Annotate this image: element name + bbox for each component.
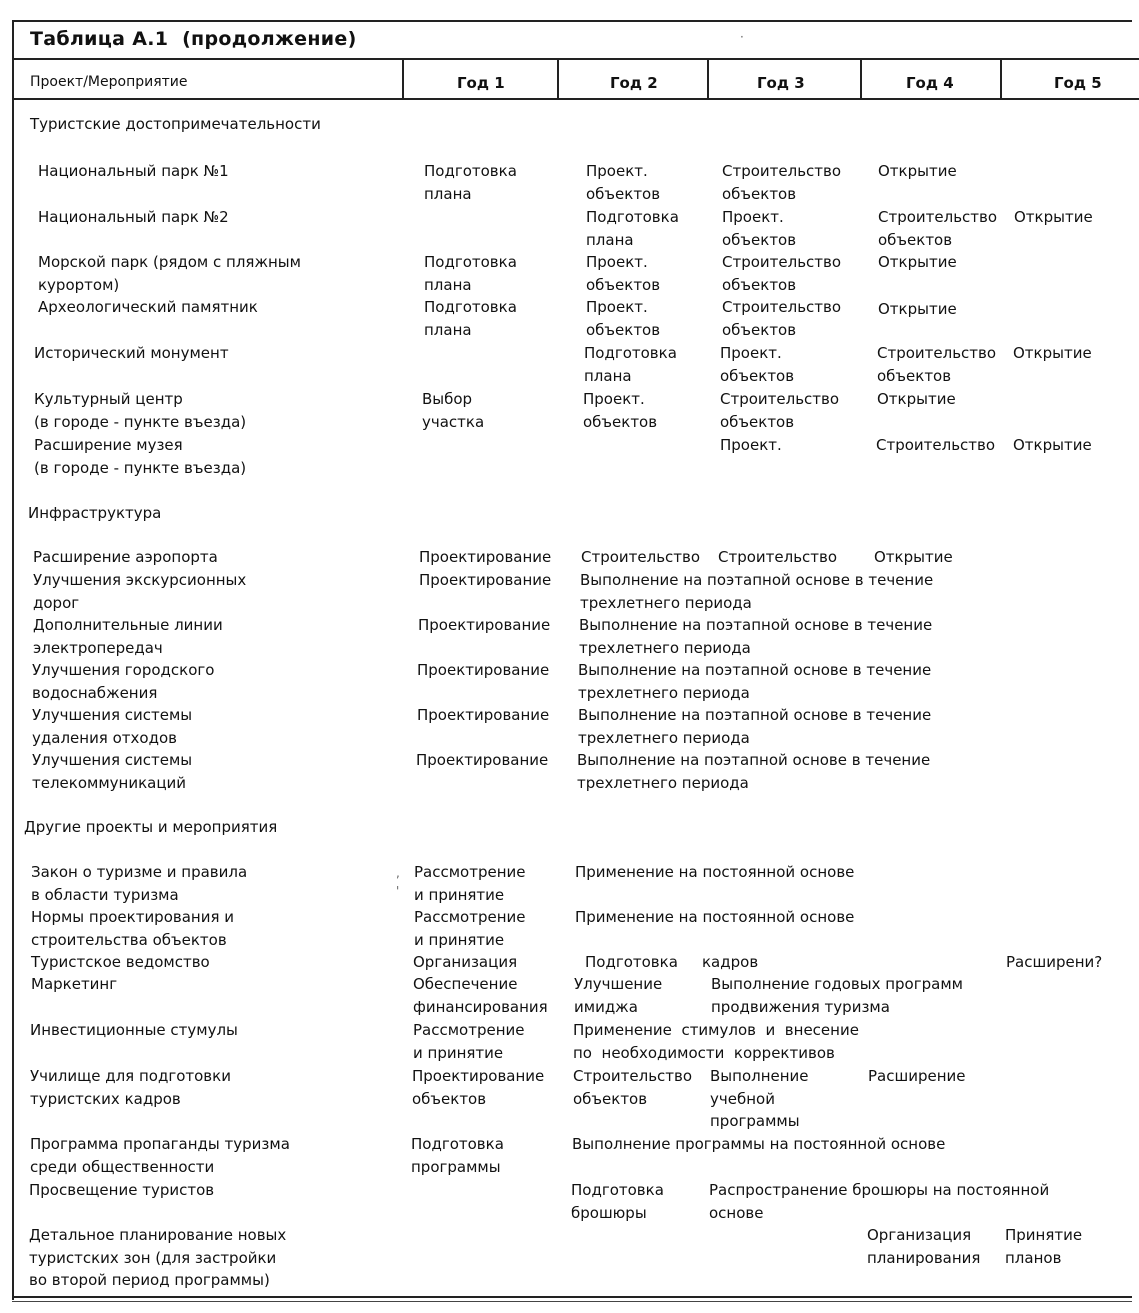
cell-span: Выполнение программы на постоянной основе <box>572 1135 946 1153</box>
cell-year-3: Проект. <box>720 436 782 454</box>
header-year-4: Год 4 <box>906 74 954 92</box>
cell-year-4: Строительство объектов <box>877 344 997 385</box>
header-top-rule <box>12 58 1139 60</box>
cell-year-3: Строительство объектов <box>722 162 842 203</box>
scan-mark: · <box>740 30 744 44</box>
row-name: Археологический памятник <box>38 298 258 316</box>
cell-span: Выполнение на поэтапной основе в течение трехлетнего периода <box>577 751 931 792</box>
cell-year-3: Строительство объектов <box>722 253 842 294</box>
cell-year-2: Проект. объектов <box>586 162 661 203</box>
cell-year-3: Строительство объектов <box>722 298 842 339</box>
cell-year-1: Рассмотрение и принятие <box>414 863 526 904</box>
header-divider <box>707 58 709 100</box>
row-name: Национальный парк №2 <box>38 208 229 226</box>
row-name: Просвещение туристов <box>29 1181 215 1199</box>
row-name: Нормы проектирования и строительства объектов <box>31 908 235 949</box>
row-name: Исторический монумент <box>34 344 229 362</box>
cell-span: Выполнение на поэтапной основе в течение трехлетнего периода <box>578 706 932 747</box>
cell-year-1: Организация <box>413 953 518 971</box>
row-name: Расширение музея (в городе - пункте въезда) <box>34 436 247 477</box>
cell-span: Выполнение на поэтапной основе в течение трехлетнего периода <box>578 661 932 702</box>
cell-year-1: Проектирование <box>416 751 549 769</box>
row-name: Морской парк (рядом с пляжным курортом) <box>38 253 301 294</box>
cell-year-4: Открытие <box>878 253 957 271</box>
cell-span: Применение стимулов и внесение по необходимости коррективов <box>573 1021 859 1062</box>
cell-year-4: Строительство объектов <box>878 208 998 249</box>
header-divider <box>1000 58 1002 100</box>
section-other-projects: Другие проекты и мероприятия <box>24 818 278 836</box>
table-title: Таблица А.1 (продолжение) <box>30 28 357 50</box>
cell-year-1: Проектирование <box>417 661 550 679</box>
header-divider <box>402 58 404 100</box>
row-name: Дополнительные линии электропередач <box>33 616 223 657</box>
row-name: Маркетинг <box>31 975 118 993</box>
header-project: Проект/Мероприятие <box>30 74 188 90</box>
cell-span: Распространение брошюры на постоянной основе <box>709 1181 1050 1222</box>
cell-year-2: Подготовка плана <box>586 208 679 249</box>
cell-year-4: Строительство <box>876 436 996 454</box>
cell-year-2: Улучшение имиджа <box>574 975 663 1016</box>
cell-year-4: Открытие <box>878 300 957 318</box>
cell-year-1: Проектирование <box>418 616 551 634</box>
cell-span: Применение на постоянной основе <box>575 863 855 881</box>
cell-year-2: Подготовка плана <box>584 344 677 385</box>
cell-year-1: Проектирование объектов <box>412 1067 545 1108</box>
cell-year-1: Рассмотрение и принятие <box>414 908 526 949</box>
cell-year-2: Проект. объектов <box>586 253 661 294</box>
row-name: Туристское ведомство <box>31 953 210 971</box>
cell-span: Выполнение годовых программ продвижения туризма <box>711 975 963 1016</box>
cell-year-1: Проектирование <box>417 706 550 724</box>
cell-year-4: Организация планирования <box>867 1226 981 1267</box>
row-name: Улучшения городского водоснабжения <box>32 661 215 702</box>
header-divider <box>860 58 862 100</box>
row-name: Детальное планирование новых туристских зон (для застройки во второй период программы) <box>29 1226 287 1289</box>
row-name: Программа пропаганды туризма среди общественности <box>30 1135 290 1176</box>
scan-mark: , <box>396 866 400 880</box>
cell-year-2: Проект. объектов <box>586 298 661 339</box>
cell-span: Применение на постоянной основе <box>575 908 855 926</box>
cell-year-5: Открытие <box>1013 344 1092 362</box>
row-name: Улучшения системы удаления отходов <box>32 706 193 747</box>
cell-year-4: Открытие <box>877 390 956 408</box>
cell-year-4: Открытие <box>874 548 953 566</box>
cell-year-1: Подготовка плана <box>424 253 517 294</box>
cell-year-1: Обеспечение финансирования <box>413 975 548 1016</box>
cell-year-1: Рассмотрение и принятие <box>413 1021 525 1062</box>
cell-year-2: Строительство <box>581 548 701 566</box>
cell-year-4: Открытие <box>878 162 957 180</box>
cell-span: Выполнение на поэтапной основе в течение трехлетнего периода <box>579 616 933 657</box>
cell-year-3: Строительство <box>718 548 838 566</box>
cell-year-5: Открытие <box>1014 208 1093 226</box>
cell-year-2: Подготовка брошюры <box>571 1181 664 1222</box>
cell-year-3: Выполнение учебной программы <box>710 1067 809 1130</box>
row-name: Улучшения экскурсионных дорог <box>33 571 247 612</box>
section-infrastructure: Инфраструктура <box>28 504 162 522</box>
header-bottom-rule <box>12 98 1139 100</box>
cell-year-1: Проектирование <box>419 548 552 566</box>
header-year-1: Год 1 <box>457 74 505 92</box>
cell-year-5: Принятие планов <box>1005 1226 1083 1267</box>
cell-year-1: Подготовка плана <box>424 162 517 203</box>
header-year-3: Год 3 <box>757 74 805 92</box>
scan-mark: ' <box>396 884 400 898</box>
section-tourist-attractions: Туристские достопримечательности <box>30 115 321 133</box>
header-year-2: Год 2 <box>610 74 658 92</box>
cell-year-1: Подготовка программы <box>411 1135 504 1176</box>
row-name: Культурный центр (в городе - пункте въезда) <box>34 390 247 431</box>
cell-year-2: Подготовка <box>585 953 678 971</box>
cell-year-5: Открытие <box>1013 436 1092 454</box>
cell-year-1: Проектирование <box>419 571 552 589</box>
row-name: Расширение аэропорта <box>33 548 218 566</box>
cell-year-3: кадров <box>702 953 759 971</box>
cell-year-2: Строительство объектов <box>573 1067 693 1108</box>
cell-span: Выполнение на поэтапной основе в течение трехлетнего периода <box>580 571 934 612</box>
table-bottom-rule <box>12 1301 1132 1302</box>
cell-year-2: Проект. объектов <box>583 390 658 431</box>
header-divider <box>557 58 559 100</box>
header-year-5: Год 5 <box>1054 74 1102 92</box>
cell-year-3: Строительство объектов <box>720 390 840 431</box>
cell-year-1: Подготовка плана <box>424 298 517 339</box>
cell-year-3: Проект. объектов <box>722 208 797 249</box>
table-bottom-rule <box>12 1296 1132 1298</box>
row-name: Национальный парк №1 <box>38 162 229 180</box>
row-name: Улучшения системы телекоммуникаций <box>32 751 193 792</box>
cell-year-5: Расширени? <box>1006 953 1103 971</box>
cell-year-3: Проект. объектов <box>720 344 795 385</box>
cell-year-4: Расширение <box>868 1067 966 1085</box>
row-name: Училище для подготовки туристских кадров <box>30 1067 231 1108</box>
cell-year-1: Выбор участка <box>422 390 485 431</box>
row-name: Закон о туризме и правила в области туризма <box>31 863 248 904</box>
row-name: Инвестиционные стумулы <box>30 1021 238 1039</box>
